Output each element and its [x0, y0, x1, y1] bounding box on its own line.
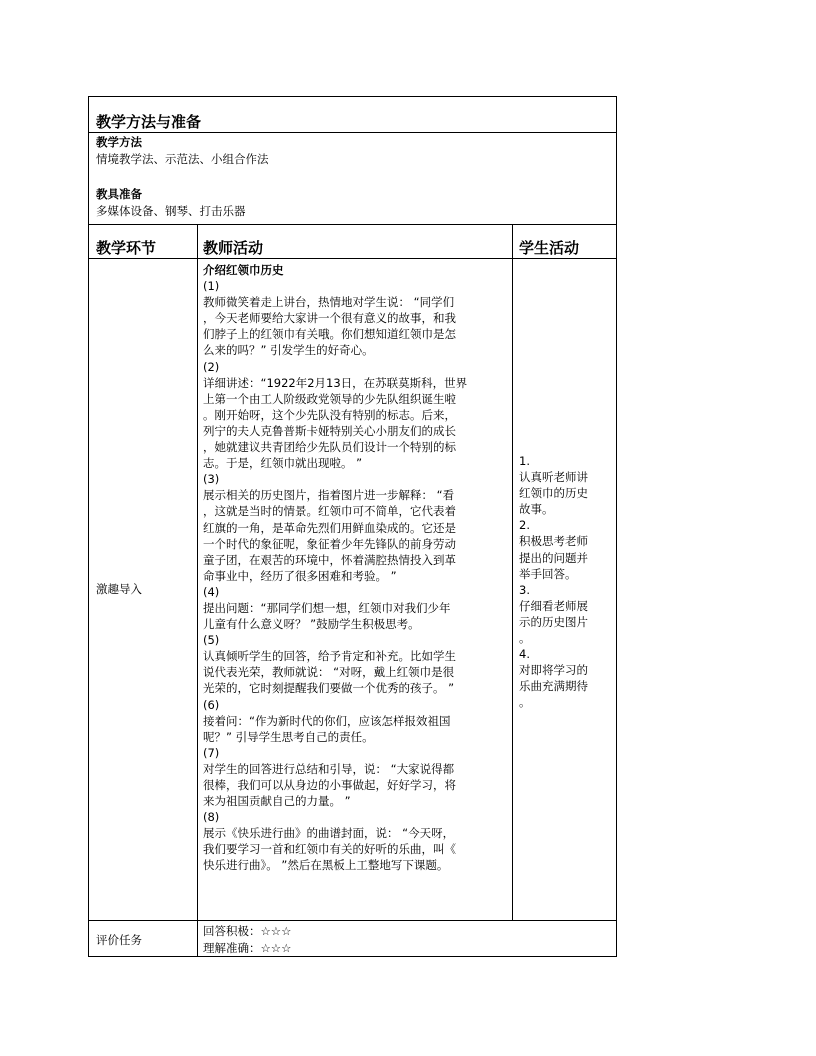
star-rating-icon: ☆☆☆ [260, 924, 292, 938]
student-activity-line: 红领巾的历史 [519, 486, 588, 501]
teacher-activity-line: (1) [203, 279, 220, 294]
teacher-activity-line: 展示相关的历史图片，指着图片进一步解释： “看 [203, 488, 455, 503]
teacher-activity-line: 教师微笑着走上讲台，热情地对学生说： “同学们 [203, 295, 455, 310]
stage-name: 激趣导入 [96, 582, 142, 596]
teacher-activity-line: 一个时代的象征呢，象征着少年先锋队的前身劳动 [203, 536, 456, 551]
column-divider [197, 224, 198, 957]
teacher-activity-line: 我们要学习一首和红领巾有关的好听的乐曲，叫《 [203, 842, 456, 857]
divider [88, 132, 617, 133]
student-activity-line: 举手回答。 [519, 566, 577, 581]
star-rating-icon: ☆☆☆ [260, 941, 292, 955]
teacher-activity-line: 展示《快乐进行曲》的曲谱封面，说： “今天呀， [203, 826, 455, 841]
teacher-activity-line: ，她就建议共青团给少先队员们设计一个特别的标 [203, 440, 456, 455]
student-activity-line: 4. [519, 647, 530, 662]
header-student: 学生活动 [519, 239, 580, 257]
teacher-activity-line: 上第一个由工人阶级政党领导的少先队组织诞生啦 [203, 391, 456, 406]
student-activity [519, 453, 611, 711]
teacher-activity-line: (8) [203, 810, 220, 825]
student-activity-line: 。 [519, 695, 531, 710]
teacher-activity-line: 们脖子上的红领巾有关哦。你们想知道红领巾是怎 [203, 327, 456, 342]
teacher-activity [203, 262, 513, 874]
header-stage: 教学环节 [96, 239, 157, 257]
teacher-activity-line: (7) [203, 745, 220, 760]
student-activity-line: 积极思考老师 [519, 534, 588, 549]
teacher-activity-line: 呢？” 引导学生思考自己的责任。 [203, 729, 374, 744]
student-activity-line: 。 [519, 631, 531, 646]
section-title: 教学方法与准备 [96, 113, 202, 131]
teacher-activity-line: (3) [203, 472, 220, 487]
teacher-activity-line: 志。于是，红领巾就出现啦。 ” [203, 456, 363, 471]
evaluation-item [203, 923, 291, 939]
methods-content: 情境教学法、示范法、小组合作法 [96, 152, 269, 166]
teacher-activity-line: 列宁的夫人克鲁普斯卡娅特别关心小朋友们的成长 [203, 423, 456, 438]
student-activity-line: 3. [519, 582, 530, 597]
teacher-activity-line: (6) [203, 697, 220, 712]
teacher-activity-line: ，今天老师要给大家讲一个很有意义的故事，和我 [203, 311, 456, 326]
teacher-activity-line: (2) [203, 359, 220, 374]
header-teacher: 教师活动 [203, 239, 264, 257]
evaluation-item-label: 回答积极： [203, 924, 261, 938]
tools-heading: 教具准备 [96, 187, 142, 201]
teacher-activity-line: 很棒，我们可以从身边的小事做起，好好学习，将 [203, 778, 456, 792]
evaluation-label: 评价任务 [96, 933, 142, 947]
teacher-activity-line: 对学生的回答进行总结和引导，说： “大家说得都 [203, 761, 455, 776]
teacher-activity-line: 么来的吗？” 引发学生的好奇心。 [203, 343, 374, 358]
teacher-activity-line: 儿童有什么意义呀？ ”鼓励学生积极思考。 [203, 617, 420, 632]
teacher-activity-title: 介绍红领巾历史 [203, 263, 284, 277]
student-activity-line: 示的历史图片 [519, 614, 588, 629]
student-activity-line: 乐曲充满期待 [519, 679, 588, 694]
teacher-activity-line: ，这就是当时的情景。红领巾可不简单，它代表着 [203, 504, 456, 519]
teacher-activity-line: 快乐进行曲》。 ”然后在黑板上工整地写下课题。 [203, 858, 449, 873]
teacher-activity-line: 详细讲述：“1922年2月13日，在苏联莫斯科，世界 [203, 375, 468, 390]
student-activity-line: 仔细看老师展 [519, 598, 588, 613]
teacher-activity-line: 光荣的，它时刻提醒我们要做一个优秀的孩子。 ” [203, 681, 455, 696]
teacher-activity-line: 。刚开始呀，这个少先队没有特别的标志。后来， [203, 407, 456, 422]
student-activity-line: 对即将学习的 [519, 663, 588, 678]
divider [88, 920, 617, 921]
teacher-activity-line: 命事业中，经历了很多困难和考验。 ” [203, 568, 397, 583]
teacher-activity-line: (4) [203, 584, 220, 599]
student-activity-line: 提出的问题并 [519, 550, 588, 565]
teacher-activity-line: 红旗的一角，是革命先烈们用鲜血染成的。它还是 [203, 520, 456, 535]
teacher-activity-line: 童子团，在艰苦的环境中，怀着满腔热情投入到革 [203, 552, 456, 567]
evaluation-item [203, 940, 291, 956]
teacher-activity-line: 接着问：“作为新时代的你们，应该怎样报效祖国 [203, 713, 451, 728]
student-activity-line: 2. [519, 518, 530, 533]
student-activity-line: 1. [519, 454, 530, 468]
divider [88, 224, 617, 225]
student-activity-line: 认真听老师讲 [519, 470, 588, 485]
teacher-activity-line: 认真倾听学生的回答，给予肯定和补充。比如学生 [203, 649, 456, 664]
evaluation-item-label: 理解准确： [203, 941, 261, 955]
teacher-activity-line: 来为祖国贡献自己的力量。 ” [203, 794, 351, 809]
teacher-activity-line: 提出问题：“那同学们想一想，红领巾对我们少年 [203, 600, 451, 615]
teacher-activity-line: (5) [203, 633, 220, 648]
student-activity-line: 故事。 [519, 502, 554, 517]
tools-content: 多媒体设备、钢琴、打击乐器 [96, 204, 246, 218]
methods-heading: 教学方法 [96, 135, 142, 149]
divider [88, 258, 617, 259]
teacher-activity-line: 说代表光荣，教师就说： “对呀，戴上红领巾是很 [203, 665, 455, 680]
